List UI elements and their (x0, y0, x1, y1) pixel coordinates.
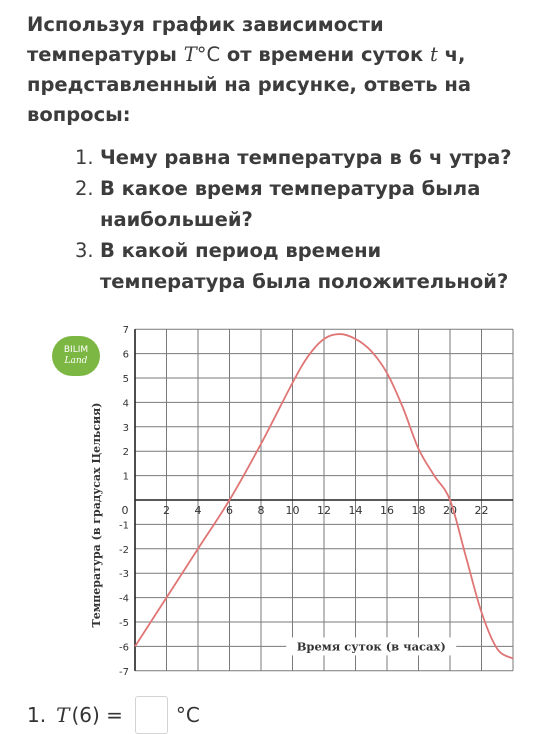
question-text: Чему равна температура в 6 ч утра? (100, 146, 512, 169)
question-item (75, 235, 525, 297)
x-axis-label: Время суток (в часах) (296, 639, 446, 654)
y-tick-label: -1 (119, 520, 129, 532)
y-tick-label: 1 (122, 471, 129, 483)
question-text: В какой период времени температура была положительной? (100, 239, 509, 293)
unit-celsius: °C (196, 43, 221, 66)
task-line-2-start: температуры (27, 43, 177, 66)
y-axis-label: Температура (в градусах Цельсия) (90, 402, 103, 628)
y-tick-label: 4 (122, 398, 129, 410)
y-tick-label: 2 (122, 447, 129, 459)
x-tick-label: 20 (443, 504, 457, 517)
question-text: В какое время температура была наибольшей? (100, 177, 481, 231)
answer-number: 1. (27, 703, 47, 727)
answer-variable: T (56, 703, 70, 727)
variable-T: T (183, 43, 197, 66)
task-text (27, 10, 522, 130)
answer-unit: °C (175, 703, 200, 727)
x-tick-label: 6 (226, 504, 233, 517)
y-tick-label: -6 (119, 642, 129, 654)
y-tick-label: 3 (122, 422, 129, 434)
task-line-4: вопросы: (27, 103, 131, 126)
x-tick-label: 10 (285, 504, 300, 517)
answer-input[interactable] (135, 696, 168, 734)
x-tick-label: 8 (257, 504, 265, 517)
x-tick-label: 4 (194, 504, 202, 517)
y-tick-label: 6 (122, 349, 129, 361)
logo-text-top: BILIM (63, 345, 89, 355)
answer-row (27, 696, 200, 734)
bilimland-logo (52, 336, 100, 376)
y-tick-label: -2 (119, 544, 129, 556)
y-tick-label: 5 (122, 374, 129, 385)
x-tick-label: 12 (317, 504, 331, 517)
task-line-3: представленный на рисунке, ответь на (27, 73, 472, 96)
question-number: 3. (75, 239, 94, 262)
temperature-chart (28, 310, 518, 675)
y-tick-label: -5 (119, 618, 129, 629)
x-tick-label: 2 (163, 504, 170, 517)
x-tick-label: 0 (121, 504, 129, 517)
y-tick-label: -3 (119, 569, 129, 581)
y-tick-label: -4 (119, 593, 129, 605)
task-line-2-middle: от времени суток (226, 43, 424, 66)
question-item (75, 173, 525, 235)
logo-text-bottom: Land (64, 356, 88, 366)
x-tick-label: 18 (411, 504, 426, 517)
task-line-2 (27, 40, 522, 70)
variable-t: t (429, 43, 438, 66)
x-tick-label: 16 (380, 504, 394, 517)
y-tick-label: 7 (122, 325, 129, 337)
question-number: 2. (75, 177, 94, 200)
x-tick-label: 14 (348, 504, 363, 517)
question-item (75, 142, 525, 173)
answer-argument: (6) = (71, 703, 123, 727)
y-tick-label: -7 (119, 666, 129, 675)
x-tick-label: 22 (474, 504, 489, 517)
task-line-1: Используя график зависимости (27, 13, 384, 36)
question-number: 1. (75, 146, 94, 169)
task-line-2-end: ч, (444, 43, 466, 66)
question-list (75, 142, 525, 297)
